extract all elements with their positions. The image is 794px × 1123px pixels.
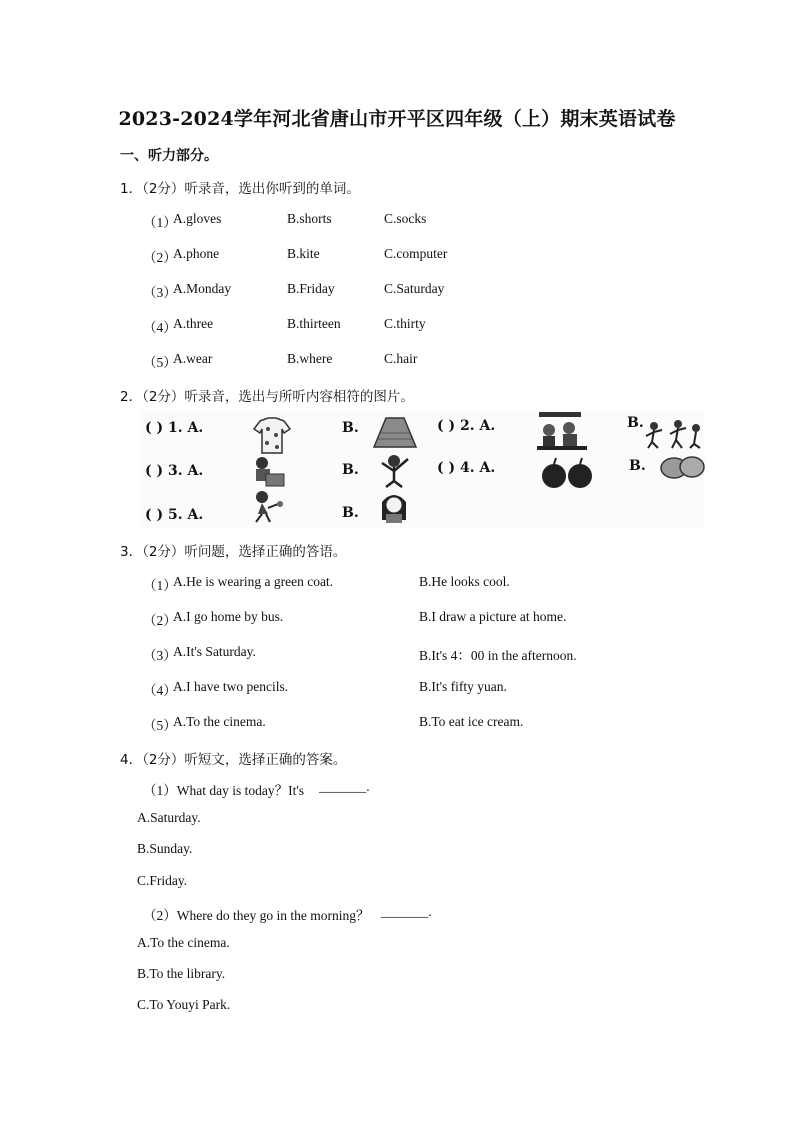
q1-option-b: B.where — [287, 351, 333, 366]
q1-option-c: C.socks — [384, 211, 427, 226]
q1-option-b: B.thirteen — [287, 316, 341, 331]
q2-row1-right-label: ( ) 2. A. — [437, 418, 496, 434]
girl-running-picture-icon — [248, 490, 286, 524]
q1-option-a: A.Monday — [173, 281, 232, 296]
q1-option-c: C.thirty — [384, 316, 426, 331]
q2-row1-left-label: ( ) 1. A. — [145, 420, 204, 436]
q2-row2-right-label: ( ) 4. A. — [437, 460, 496, 476]
q4-sub2-question: （2）Where do they go in the morning？ — [143, 908, 370, 923]
q4-sub1-option-a: A.Saturday. — [137, 810, 201, 825]
child-jumping-picture-icon — [376, 453, 416, 489]
q2-row3-left-b: B. — [342, 505, 359, 521]
q4-sub1-option-b: B.Sunday. — [137, 841, 193, 856]
kids-playing-picture-icon — [644, 418, 704, 450]
q4-sub1-option-c: C.Friday. — [137, 873, 188, 888]
q3-option-a: A.I have two pencils. — [173, 679, 289, 694]
q1-option-a: A.wear — [173, 351, 213, 366]
q1-option-b: B.kite — [287, 246, 320, 261]
q1-option-a: A.gloves — [173, 211, 222, 226]
q3-option-b: B.I draw a picture at home. — [419, 609, 567, 624]
q3-item-num: （1） — [143, 578, 177, 593]
q1-item-num: （4） — [143, 320, 177, 335]
q2-row2-right-b: B. — [629, 458, 646, 474]
q3-option-b: B.It's 4：00 in the afternoon. — [419, 648, 577, 663]
q3-option-b: B.It's fifty yuan. — [419, 679, 507, 694]
picture-options-panel — [140, 410, 705, 528]
q4-sub1-blank: _______. — [319, 779, 370, 794]
q1-option-a: A.phone — [173, 246, 220, 261]
q3-option-a: A.To the cinema. — [173, 714, 266, 729]
q1-option-b: B.Friday — [287, 281, 335, 296]
q1-item-num: （3） — [143, 285, 177, 300]
child-with-bag-picture-icon — [248, 456, 288, 488]
q2-row1-left-b: B. — [342, 420, 359, 436]
q3-option-a: A.He is wearing a green coat. — [173, 574, 334, 589]
skirt-picture-icon — [370, 415, 420, 451]
dark-fruit-picture-icon — [540, 456, 596, 492]
q3-option-b: B.To eat ice cream. — [419, 714, 524, 729]
q1-option-b: B.shorts — [287, 211, 332, 226]
question-1-stem: 1．（2分）听录音，选出你听到的单词。 — [120, 181, 360, 197]
q3-item-num: （5） — [143, 718, 177, 733]
girl-smiling-picture-icon — [376, 490, 412, 524]
q1-item-num: （1） — [143, 215, 177, 230]
shirt-picture-icon — [252, 415, 292, 455]
section-heading-listening: 一、听力部分。 — [120, 148, 218, 164]
q4-sub1-question: （1）What day is today？It's — [143, 783, 305, 798]
q1-option-c: C.Saturday — [384, 281, 445, 296]
q3-option-a: A.It's Saturday. — [173, 644, 256, 659]
family-scene-picture-icon — [533, 410, 593, 455]
q4-sub2-blank: _______. — [381, 904, 432, 919]
q3-item-num: （2） — [143, 613, 177, 628]
question-2-stem: 2．（2分）听录音，选出与所听内容相符的图片。 — [120, 389, 414, 405]
question-4-stem: 4．（2分）听短文，选择正确的答案。 — [120, 752, 347, 768]
q4-sub2-option-b: B.To the library. — [137, 966, 226, 981]
potatoes-picture-icon — [658, 452, 706, 482]
q3-option-b: B.He looks cool. — [419, 574, 510, 589]
q4-sub2-option-c: C.To Youyi Park. — [137, 997, 231, 1012]
q2-row2-left-label: ( ) 3. A. — [145, 463, 204, 479]
question-3-stem: 3．（2分）听问题，选择正确的答语。 — [120, 544, 347, 560]
page-title: 2023-2024学年河北省唐山市开平区四年级（上）期末英语试卷 — [118, 108, 676, 130]
q1-option-c: C.hair — [384, 351, 418, 366]
q1-option-c: C.computer — [384, 246, 448, 261]
q1-item-num: （2） — [143, 250, 177, 265]
q1-item-num: （5） — [143, 355, 177, 370]
q2-row1-right-b: B. — [627, 415, 644, 431]
q4-sub2-option-a: A.To the cinema. — [137, 935, 230, 950]
q1-option-a: A.three — [173, 316, 214, 331]
q3-item-num: （4） — [143, 683, 177, 698]
q2-row2-left-b: B. — [342, 462, 359, 478]
q3-option-a: A.I go home by bus. — [173, 609, 284, 624]
q3-item-num: （3） — [143, 648, 177, 663]
q2-row3-left-label: ( ) 5. A. — [145, 507, 204, 523]
